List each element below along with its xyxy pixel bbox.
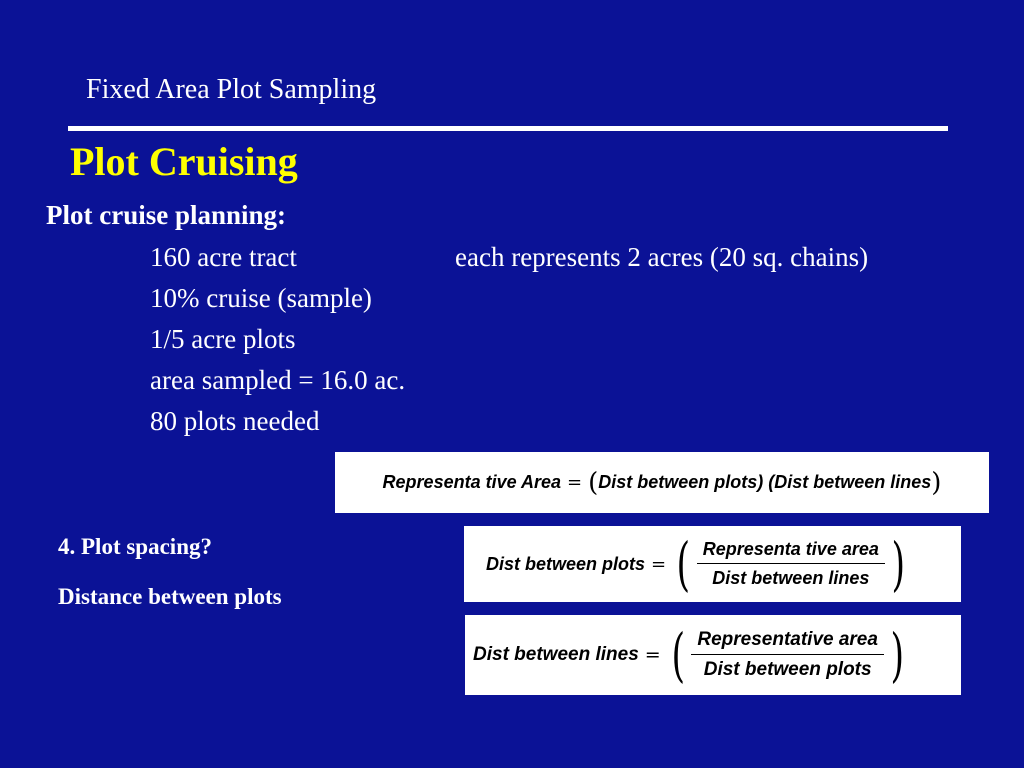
question-subheading: Distance between plots — [58, 584, 282, 609]
planning-item-cruise: 10% cruise (sample) — [150, 283, 372, 313]
formula1-lhs: Representa tive Area — [382, 472, 561, 492]
slide-subtitle: Fixed Area Plot Sampling — [86, 74, 377, 105]
planning-item-plots: 1/5 acre plots — [150, 324, 296, 354]
planning-heading: Plot cruise planning: — [46, 200, 287, 230]
formula2-fraction — [697, 539, 885, 589]
formula2-equals: = — [651, 553, 667, 575]
formula3-open-paren: ( — [671, 621, 685, 689]
formula2-open-paren: ( — [676, 530, 691, 598]
planning-item-tract: 160 acre tract — [150, 242, 297, 272]
question-heading: 4. Plot spacing? — [58, 534, 212, 559]
formula1-open-paren: ( — [588, 467, 599, 498]
formula2-denominator: Dist between lines — [712, 568, 870, 588]
formula2-numerator: Representa tive area — [697, 539, 885, 564]
planning-item-needed: 80 plots needed — [150, 406, 320, 436]
formula1-rhs: Dist between plots) (Dist between lines — [598, 472, 932, 492]
formula2-lhs: Dist between plots — [486, 553, 646, 574]
formula2-close-paren: ) — [891, 530, 905, 598]
formula-representative-area — [335, 452, 989, 513]
header-divider — [68, 126, 948, 131]
formula1-close-paren: ) — [931, 467, 942, 498]
formula1-equals: = — [566, 472, 583, 493]
planning-note: each represents 2 acres (20 sq. chains) — [455, 242, 869, 272]
formula3-denominator: Dist between plots — [703, 659, 872, 680]
formula3-fraction — [691, 629, 884, 681]
formula3-close-paren: ) — [890, 621, 905, 689]
planning-item-area: area sampled = 16.0 ac. — [150, 365, 406, 395]
formula3-numerator: Representative area — [691, 629, 884, 655]
slide-title: Plot Cruising — [70, 139, 298, 184]
formula3-lhs: Dist between lines — [473, 644, 639, 665]
formula-dist-between-lines — [465, 615, 961, 695]
formula-dist-between-plots — [464, 526, 961, 602]
formula3-equals: = — [644, 644, 661, 666]
